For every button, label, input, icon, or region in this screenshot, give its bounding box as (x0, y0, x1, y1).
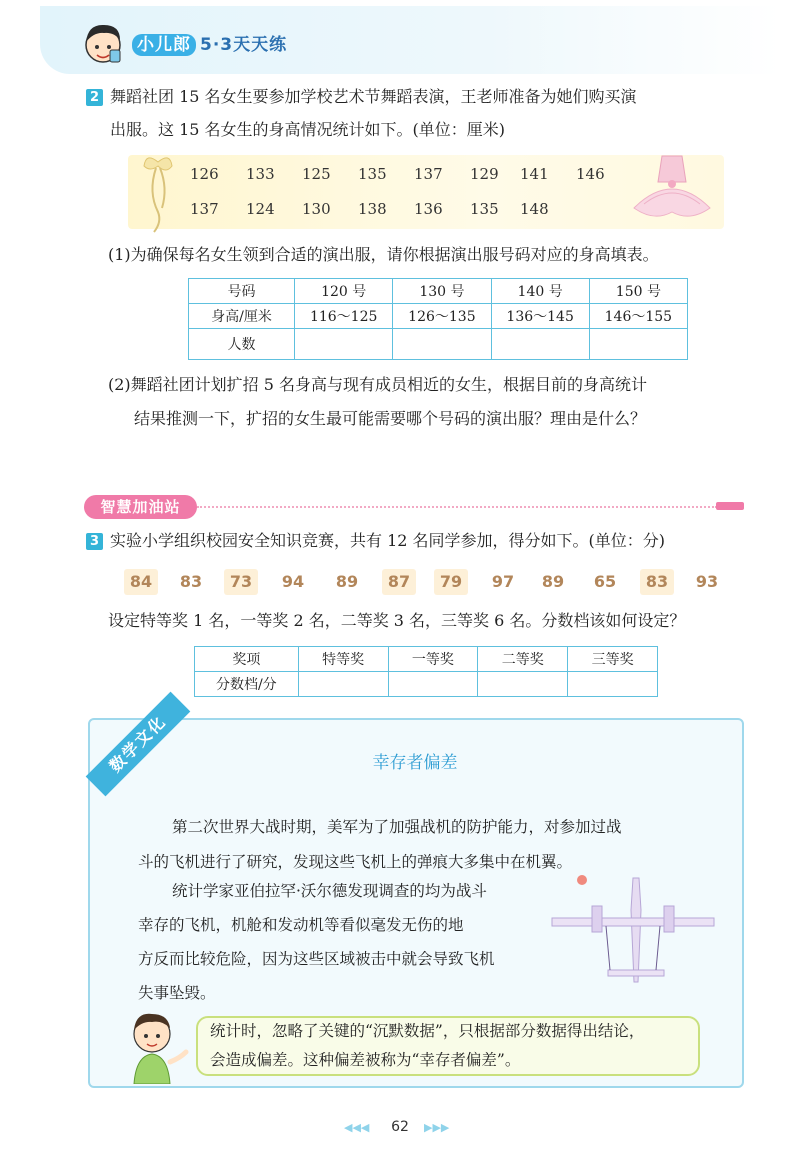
table-cell: 奖项 (195, 647, 299, 672)
table-cell: 136～145 (491, 304, 589, 329)
problem-number-2: 2 (86, 89, 103, 106)
table-cell: 140 号 (491, 279, 589, 304)
height-value: 136 (414, 200, 443, 218)
height-value: 135 (358, 165, 387, 183)
answer-cell[interactable] (388, 672, 478, 697)
score-value: 93 (690, 569, 724, 595)
score-value: 83 (640, 569, 674, 595)
score-value: 83 (174, 569, 208, 595)
brand-series: 5·3天天练 (200, 35, 288, 55)
table-row (189, 304, 688, 329)
table-cell: 一等奖 (388, 647, 478, 672)
score-list (124, 569, 724, 597)
score-value: 79 (434, 569, 468, 595)
table-row (195, 672, 658, 697)
score-value: 65 (588, 569, 622, 595)
score-value: 87 (382, 569, 416, 595)
score-value: 73 (224, 569, 258, 595)
score-value: 84 (124, 569, 158, 595)
height-value: 124 (246, 200, 275, 218)
culture-para2-line1: 统计学家亚伯拉罕·沃尔德发现调查的均为战斗 (172, 882, 487, 900)
table-cell: 特等奖 (298, 647, 388, 672)
boy-thinking-icon (122, 1008, 192, 1084)
table-cell: 三等奖 (568, 647, 658, 672)
pencil-icon (716, 502, 744, 510)
answer-cell[interactable] (589, 329, 687, 360)
table-cell: 126～135 (393, 304, 491, 329)
boy-mascot-icon (80, 20, 126, 66)
brand-title (132, 30, 287, 55)
banner-divider (197, 506, 717, 508)
height-value: 129 (470, 165, 499, 183)
table-cell: 120 号 (295, 279, 393, 304)
score-value: 89 (330, 569, 364, 595)
answer-cell[interactable] (295, 329, 393, 360)
height-value: 133 (246, 165, 275, 183)
answer-cell[interactable] (393, 329, 491, 360)
speech-line1: 统计时，忽略了关键的“沉默数据”，只根据部分数据得出结论， (210, 1022, 645, 1040)
table-cell: 二等奖 (478, 647, 568, 672)
size-height-table (188, 278, 688, 360)
answer-cell[interactable] (298, 672, 388, 697)
award-score-table (194, 646, 658, 697)
culture-title: 幸存者偏差 (372, 753, 458, 773)
culture-ribbon: 数学文化 (86, 692, 191, 797)
table-cell: 人数 (189, 329, 295, 360)
height-value: 137 (414, 165, 443, 183)
table-cell: 号码 (189, 279, 295, 304)
problem3-text-line1: 实验小学组织校园安全知识竞赛，共有 12 名同学参加，得分如下。(单位：分) (110, 531, 666, 550)
score-value: 97 (486, 569, 520, 595)
problem2-text-line1: 舞蹈社团 15 名女生要参加学校艺术节舞蹈表演，王老师准备为她们购买演 (110, 87, 637, 106)
table-cell: 分数档/分 (195, 672, 299, 697)
culture-para2-line4: 失事坠毁。 (138, 984, 216, 1002)
problem3-text-line2: 设定特等奖 1 名，一等奖 2 名，二等奖 3 名，三等奖 6 名。分数档该如何设定？ (108, 611, 686, 630)
section-banner: 智慧加油站 (84, 495, 197, 519)
page-number: 62 (391, 1119, 409, 1135)
footer-right-arrows-icon: ▶▶▶ (424, 1121, 450, 1134)
answer-cell[interactable] (568, 672, 658, 697)
height-value: 125 (302, 165, 331, 183)
table-cell: 150 号 (589, 279, 687, 304)
table-cell: 116～125 (295, 304, 393, 329)
airplane-icon (548, 870, 718, 990)
brand-name: 小儿郎 (132, 34, 196, 56)
table-cell: 146～155 (589, 304, 687, 329)
height-value: 146 (576, 165, 605, 183)
table-row (189, 279, 688, 304)
culture-para2-line2: 幸存的飞机，机舱和发动机等看似毫发无伤的地 (138, 916, 464, 934)
ribbon-decoration-icon (136, 152, 180, 234)
height-value: 137 (190, 200, 219, 218)
problem2-question1: (1)为确保每名女生领到合适的演出服，请你根据演出服号码对应的身高填表。 (108, 245, 659, 264)
height-value: 130 (302, 200, 331, 218)
height-value: 138 (358, 200, 387, 218)
table-cell: 身高/厘米 (189, 304, 295, 329)
problem2-text-line2: 出服。这 15 名女生的身高情况统计如下。(单位：厘米) (110, 120, 506, 139)
height-value: 141 (520, 165, 549, 183)
speech-line2: 会造成偏差。这种偏差被称为“幸存者偏差”。 (210, 1051, 521, 1069)
table-row (189, 329, 688, 360)
height-value: 148 (520, 200, 549, 218)
answer-cell[interactable] (491, 329, 589, 360)
height-value: 135 (470, 200, 499, 218)
answer-cell[interactable] (478, 672, 568, 697)
score-value: 89 (536, 569, 570, 595)
problem2-question2-line1: (2)舞蹈社团计划扩招 5 名身高与现有成员相近的女生，根据目前的身高统计 (108, 375, 648, 394)
ballet-dress-icon (624, 152, 720, 230)
culture-para1-line1: 第二次世界大战时期，美军为了加强战机的防护能力，对参加过战 (172, 818, 622, 836)
table-cell: 130 号 (393, 279, 491, 304)
culture-para2-line3: 方反而比较危险，因为这些区域被击中就会导致飞机 (138, 950, 495, 968)
height-value: 126 (190, 165, 219, 183)
problem2-question2-line2: 结果推测一下，扩招的女生最可能需要哪个号码的演出服？理由是什么？ (134, 409, 647, 428)
score-value: 94 (276, 569, 310, 595)
culture-para1-line2: 斗的飞机进行了研究，发现这些飞机上的弹痕大多集中在机翼。 (138, 853, 573, 871)
footer-left-arrows-icon: ◀◀◀ (344, 1121, 370, 1134)
table-row (195, 647, 658, 672)
problem-number-3: 3 (86, 533, 103, 550)
